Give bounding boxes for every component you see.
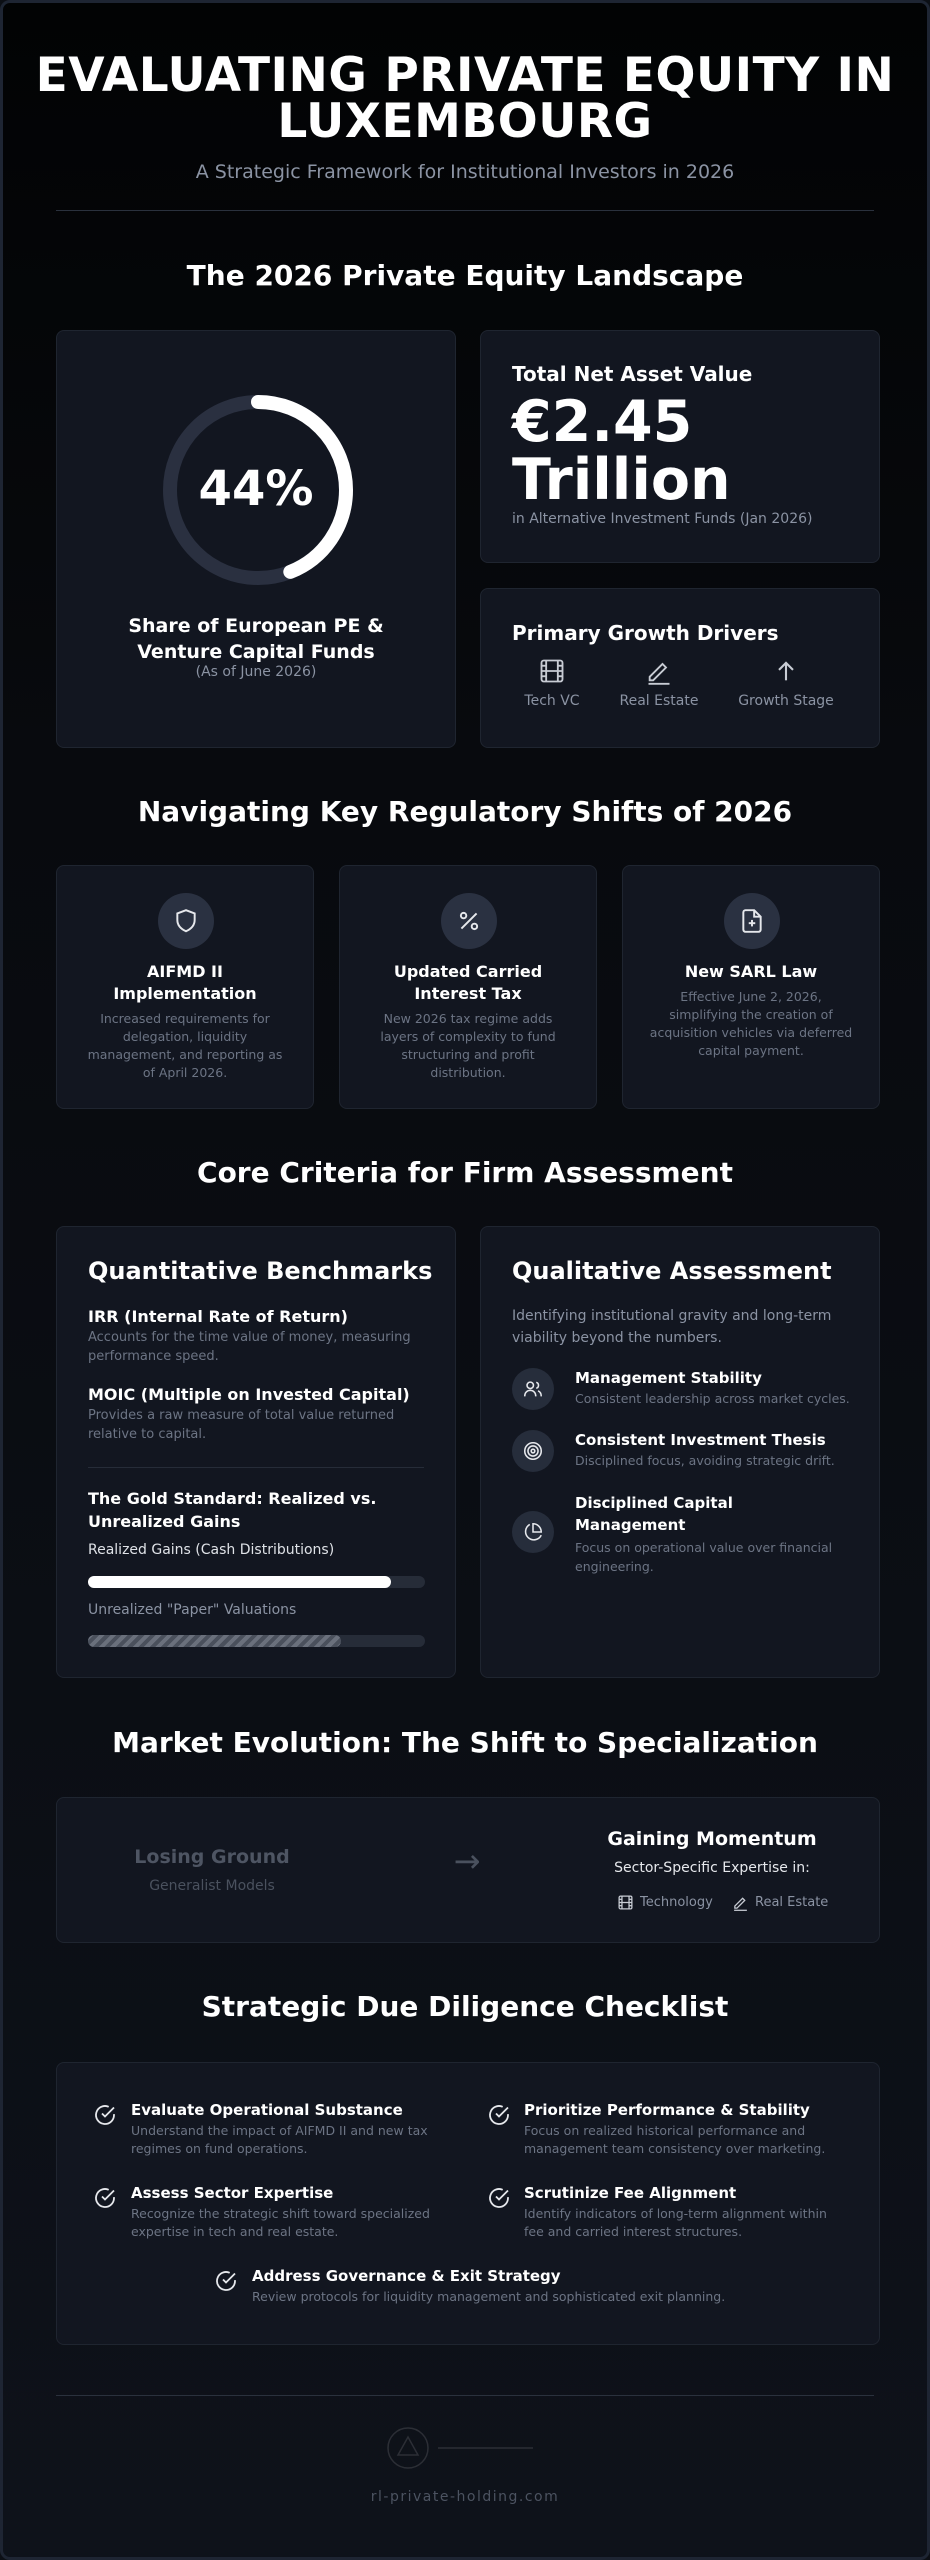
unrealized-bar-fill [88,1635,341,1647]
market-card [56,1797,880,1943]
checklist-item-title: Assess Sector Expertise [131,2184,334,2202]
logo-watermark [383,2423,553,2473]
percent-icon [456,908,482,934]
checklist-item-title: Prioritize Performance & Stability [524,2101,810,2119]
moic-body [88,1406,394,1444]
page-subtitle: A Strategic Framework for Institutional Investors in 2026 [195,161,735,183]
icon-badge [512,1511,554,1553]
regulatory-card-aifmd [56,865,314,1109]
drivers-card [480,588,880,748]
tag-label: Real Estate [755,1895,829,1910]
icon-badge [158,893,214,949]
body-line: regimes on fund operations. [131,2141,308,2156]
gaining-title: Gaining Momentum [607,1828,817,1850]
checklist-item-body [252,2288,725,2306]
title-line: Implementation [113,984,257,1003]
qualitative-intro [512,1305,831,1349]
film-icon [617,1894,634,1911]
losing-subtitle: Generalist Models [149,1878,275,1894]
checklist-item-body [524,2205,827,2241]
divider [88,1467,424,1468]
body-line: performance speed. [88,1349,219,1364]
regulatory-card-title [623,961,879,983]
body-line: Recognize the strategic shift toward specialized [131,2206,430,2221]
footer-url[interactable]: rl-private-holding.com [370,2489,560,2505]
qual-item-title [575,1492,733,1536]
criteria-section-title: Core Criteria for Firm Assessment [197,1156,733,1189]
body-line: management, and reporting as [87,1047,283,1062]
body-line: of April 2026. [142,1065,228,1080]
driver-growth-stage [731,657,841,709]
nav-value [512,389,731,513]
qual-item-body: Consistent leadership across market cycles. [575,1391,850,1406]
share-label [57,613,455,665]
body-line: expertise in tech and real estate. [131,2224,339,2239]
check-circle-icon [214,2269,238,2293]
body-line: Provides a raw measure of total value returned [88,1408,395,1423]
body-line: structuring and profit [401,1047,535,1062]
regulatory-card-carried-interest [339,865,597,1109]
quantitative-card [56,1226,456,1678]
unrealized-label: Unrealized "Paper" Valuations [88,1602,297,1618]
icon-badge [512,1368,554,1410]
unrealized-track [88,1635,425,1647]
body-line: Focus on operational value over financial [575,1540,833,1555]
body-line: New 2026 tax regime adds [383,1011,553,1026]
moic-title: MOIC (Multiple on Invested Capital) [88,1385,410,1404]
body-line: management team consistency over marketing. [524,2141,826,2156]
nav-card [480,330,880,563]
share-card [56,330,456,748]
tag-label: Technology [640,1895,713,1910]
icon-badge [512,1430,554,1472]
title-line-2: LUXEMBOURG [277,94,653,149]
quantitative-heading: Quantitative Benchmarks [88,1257,433,1285]
share-label-line-2: Venture Capital Funds [137,641,375,663]
regulatory-card-body [57,1010,313,1082]
check-circle-icon [93,2186,117,2210]
divider [56,210,874,211]
title-line: Disciplined Capital [575,1494,733,1512]
drivers-heading: Primary Growth Drivers [512,621,779,645]
body-line: Increased requirements for [100,1011,270,1026]
gaining-subtitle: Sector-Specific Expertise in: [614,1860,810,1876]
realized-label: Realized Gains (Cash Distributions) [88,1542,335,1558]
nav-value-line-2: Trillion [512,447,731,513]
checklist-item-body [131,2205,430,2241]
title-line: Updated Carried [393,962,543,981]
regulatory-card-body [340,1010,596,1082]
body-line: Identify indicators of long-term alignment within [524,2206,827,2221]
pie-chart-icon [522,1521,544,1543]
nav-value-line-1: €2.45 [512,389,693,455]
title-line: Interest Tax [414,984,522,1003]
body-line: Effective June 2, 2026, [680,989,822,1004]
gold-standard-title [88,1487,376,1533]
landscape-section-title: The 2026 Private Equity Landscape [186,259,744,292]
irr-body [88,1328,411,1366]
checklist-item-body [524,2122,825,2158]
check-circle-icon [93,2103,117,2127]
regulatory-card-body [623,988,879,1060]
share-label-line-1: Share of European PE & [128,615,384,637]
pen-icon [732,1894,749,1911]
driver-real-estate [614,657,704,709]
regulatory-card-title [57,961,313,1005]
market-section-title: Market Evolution: The Shift to Specialization [112,1726,818,1759]
film-icon [538,657,566,685]
body-line: distribution. [430,1065,506,1080]
realized-track [88,1576,425,1588]
regulatory-section-title: Navigating Key Regulatory Shifts of 2026 [137,795,793,828]
body-line: simplifying the creation of [669,1007,833,1022]
body-line: Understand the impact of AIFMD II and new tax [131,2123,428,2138]
tag-technology [617,1894,713,1911]
footer-divider [56,2395,874,2396]
body-line: Accounts for the time value of money, measuring [88,1330,411,1345]
checklist-item-title: Address Governance & Exit Strategy [252,2267,561,2285]
title-line: Unrealized Gains [88,1512,241,1531]
body-line: capital payment. [698,1043,804,1058]
title-line-1: EVALUATING PRIVATE EQUITY IN [35,48,895,103]
body-line: fee and carried interest structures. [524,2224,743,2239]
title-line: New SARL Law [684,962,818,981]
icon-badge [441,893,497,949]
checklist-card [56,2062,880,2345]
body-line: Focus on realized historical performance and [524,2123,806,2138]
losing-title: Losing Ground [134,1846,290,1868]
body-line: acquisition vehicles via deferred [649,1025,853,1040]
body-line: delegation, liquidity [122,1029,248,1044]
arrow-up-icon [772,657,800,685]
driver-label: Tech VC [524,693,580,709]
target-icon [522,1440,544,1462]
body-line: Identifying institutional gravity and long-term [512,1308,832,1324]
qual-item-body [575,1538,832,1576]
driver-label: Growth Stage [738,693,834,709]
title-line: The Gold Standard: Realized vs. [88,1489,377,1508]
checklist-item-title: Evaluate Operational Substance [131,2101,403,2119]
tag-real-estate [732,1894,828,1911]
regulatory-card-title [340,961,596,1005]
share-value: 44% [198,461,314,517]
title-line: AIFMD II [147,962,223,981]
qual-item-title: Management Stability [575,1369,762,1387]
driver-tech-vc [512,657,592,709]
irr-title: IRR (Internal Rate of Return) [88,1307,348,1326]
body-line: relative to capital. [88,1427,207,1442]
shield-icon [173,908,199,934]
checklist-item-body [131,2122,428,2158]
qual-item-title: Consistent Investment Thesis [575,1431,826,1449]
nav-heading: Total Net Asset Value [512,362,753,386]
share-note: (As of June 2026) [195,664,317,680]
users-icon [522,1378,544,1400]
file-plus-icon [739,908,765,934]
page-title [3,48,927,149]
qualitative-card [480,1226,880,1678]
qual-item-body: Disciplined focus, avoiding strategic drift. [575,1453,835,1468]
realized-bar-fill [88,1576,391,1588]
check-circle-icon [487,2186,511,2210]
checklist-item-title: Scrutinize Fee Alignment [524,2184,737,2202]
arrow-right-icon: → [453,1842,481,1880]
check-circle-icon [487,2103,511,2127]
icon-badge [724,893,780,949]
checklist-section-title: Strategic Due Diligence Checklist [201,1990,729,2023]
body-line: layers of complexity to fund [380,1029,556,1044]
qualitative-heading: Qualitative Assessment [512,1257,832,1285]
body-line: viability beyond the numbers. [512,1330,722,1346]
regulatory-card-sarl [622,865,880,1109]
driver-label: Real Estate [619,693,699,709]
nav-note: in Alternative Investment Funds (Jan 2026) [512,511,813,527]
title-line: Management [575,1516,686,1534]
body-line: Review protocols for liquidity management and sophisticated exit planning. [252,2289,726,2304]
body-line: engineering. [575,1559,654,1574]
pen-icon [645,657,673,685]
